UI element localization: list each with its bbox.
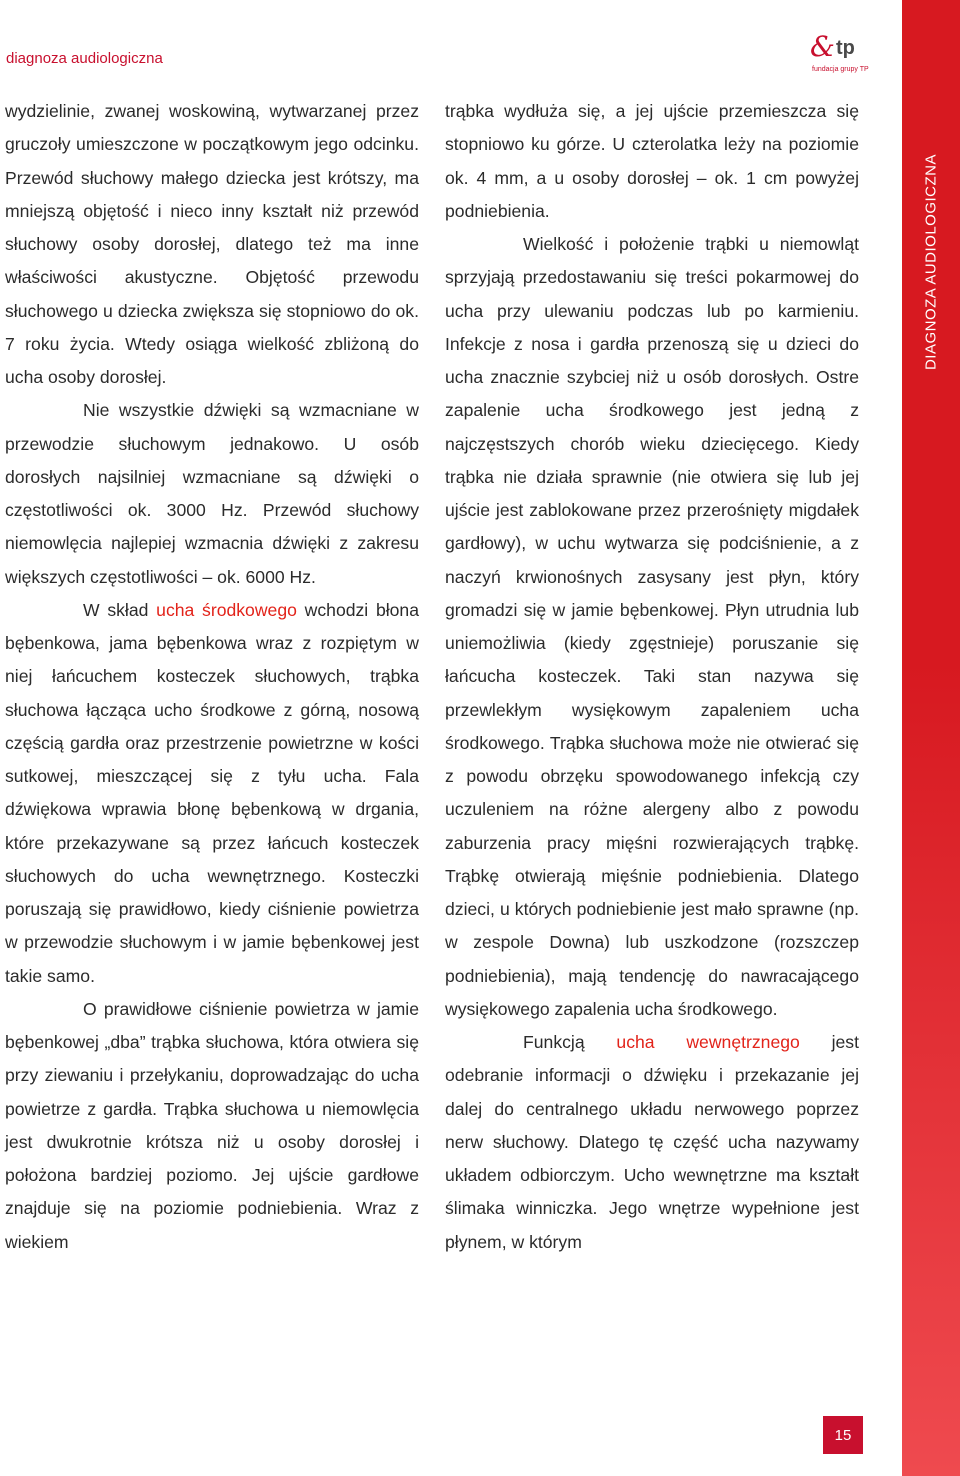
paragraph: trąbka wydłuża się, a jej ujście przemieszcza się stopniowo ku górze. U czterolatka leży na poziomie ok. 4 mm, a u osoby dorosłej – ok. 1 cm powyżej podniebienia. bbox=[445, 101, 859, 221]
right-column bbox=[445, 95, 859, 1259]
logo-subtext: fundacja grupy TP bbox=[812, 66, 869, 73]
text: W skład bbox=[83, 599, 157, 620]
paragraph-inner-ear bbox=[445, 1026, 859, 1259]
paragraph: O prawidłowe ciśnienie powietrza w jamie bębenkowej „dba” trąbka słuchowa, która otwiera się przy ziewaniu i przełykaniu, doprowadzając do ucha powietrze z gardła. Trąbka słuchowa u niemowlęcia jest dwukrotnie krótsza niż u osoby dorosłej i położona bardziej poziomo. Jej ujście gardłowe znajduje się na poziomie podniebienia. Wraz z wiekiem bbox=[5, 998, 419, 1252]
paragraph: wydzielinie, zwanej woskowiną, wytwarzanej przez gruczoły umieszczone w początkowym jego odcinku. Przewód słuchowy małego dziecka jest krótszy, ma mniejszą objętość i nieco inny kształt niż przewód słuchowy osoby dorosłej, dlatego też ma inne właściwości akustyczne. Objętość przewodu słuchowego u dziecka zwiększa się stopniowo do ok. 7 roku życia. Wtedy osiąga wielkość zbliżoną do ucha osoby dorosłej. bbox=[5, 101, 419, 387]
highlight-term: ucha środkowego bbox=[156, 599, 297, 620]
text: wchodzi błona bębenkowa, jama bębenkowa wraz z rozpiętym w niej łańcuchem kosteczek słuchowych, trąbka słuchowa łącząca ucho środkowe z górną, nosową częścią gardła oraz przestrzenie powietrzne w kości sutkowej, mieszczącej się z tyłu ucha. Fala dźwiękowa wprawia błonę bębenkową w drgania, które przekazywane są przez łańcuch kosteczek słuchowych do ucha wewnętrznego. Kosteczki poruszają się prawidłowo, kiedy ciśnienie powietrza w przewodzie słuchowym i w jamie bębenkowej jest takie samo. bbox=[5, 599, 419, 986]
text: Funkcją bbox=[523, 1032, 617, 1052]
left-column bbox=[5, 95, 419, 1259]
text: jest odebranie informacji o dźwięku i przekazanie jej dalej do centralnego układu nerwowego poprzez nerw słuchowy. Dlatego tę część ucha nazywamy układem odbiorczym. Ucho wewnętrzne ma kształt ślimaka winniczka. Jego wnętrze wypełnione jest płynem, w którym bbox=[445, 1032, 859, 1252]
side-label: DIAGNOZA AUDIOLOGICZNA bbox=[922, 153, 940, 371]
running-header: diagnoza audiologiczna bbox=[6, 50, 163, 67]
paragraph: Wielkość i położenie trąbki u niemowląt sprzyjają przedostawaniu się treści pokarmowej do ucha przy ulewaniu podczas lub po karmieniu. Infekcje z nosa i gardła przenoszą się u dzieci do ucha znacznie szybciej niż u osób dorosłych. Ostre zapalenie ucha środkowego jest jedną z najczęstszych chorób wieku dziecięcego. Kiedy trąbka nie działa sprawnie (nie otwiera się lub jej ujście jest zablokowane przez przerośnięty migdałek gardłowy), w uchu wytwarza się podciśnienie, a z naczyń krwionośnych zasysany jest płyn, który gromadzi się w jamie bębenkowej. Płyn utrudnia lub uniemożliwia (kiedy zgęstnieje) poruszanie się łańcucha kosteczek. Taki stan nazywa się przewlekłym wysiękowym zapaleniem ucha środkowego. Trąbka słuchowa może nie otwierać się z powodu obrzęku spowodowanego infekcją czy uczuleniem na różne alergeny albo z powodu zaburzenia pracy mięśni rozwierających trąbkę. Trąbkę otwierają mięśnie podniebienia. Dlatego dzieci, u których podniebienie jest mało sprawne (np. w zespole Downa) lub uszkodzone (rozszczep podniebienia), mają tendencję do nawracającego wysiękowego zapalenia ucha środkowego. bbox=[445, 234, 859, 1019]
paragraph: Nie wszystkie dźwięki są wzmacniane w przewodzie słuchowym jednakowo. U osób dorosłych najsilniej wzmacniane są dźwięki o częstotliwości ok. 3000 Hz. Przewód słuchowy niemowlęcia najlepiej wzmacnia dźwięki z zakresu większych częstotliwości – ok. 6000 Hz. bbox=[5, 400, 419, 587]
paragraph-middle-ear bbox=[5, 594, 419, 993]
svg-text:&: & bbox=[810, 30, 835, 63]
svg-text:tp: tp bbox=[836, 37, 855, 59]
page-number: 15 bbox=[823, 1416, 863, 1454]
highlight-term: ucha wewnętrznego bbox=[616, 1032, 800, 1052]
